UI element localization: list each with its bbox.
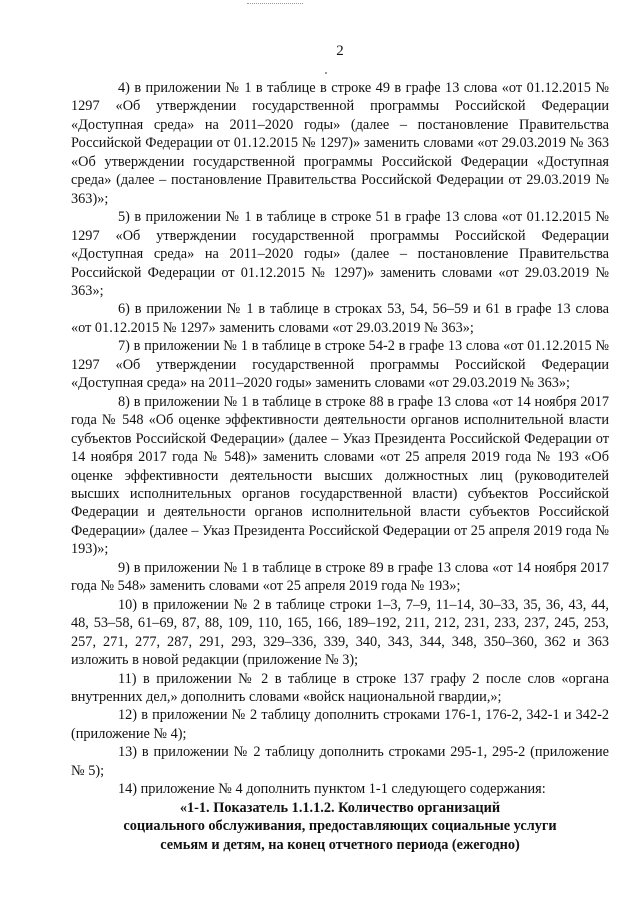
item-10-paragraph: 10) в приложении № 2 в таблице строки 1–3, 7–9, 11–14, 30–33, 35, 36, 43, 44, 48, 53–58, 61–69, 87, 88, 109, 110, 165, 166, 189–192, 211, 212, 231, 233, 237, 245, 253, 257, 271, 277, 287, 291, 293, 329–336, 339, 340, 343, 344, 348, 350–360, 362 и 363 изложить в новой редакции (приложение № 3); <box>71 596 609 669</box>
indicator-heading-line-2: социального обслуживания, предоставляющих социальные услуги <box>123 818 557 835</box>
indicator-heading-line-1: «1-1. Показатель 1.1.1.2. Количество организаций <box>179 799 501 816</box>
indicator-heading <box>71 799 609 854</box>
item-6-paragraph: 6) в приложении № 1 в таблице в строках 53, 54, 56–59 и 61 в графе 13 слова «от 01.12.2015 № 1297» заменить словами «от 29.03.2019 № 363»; <box>71 301 609 336</box>
item-4-paragraph: 4) в приложении № 1 в таблице в строке 49 в графе 13 слова «от 01.12.2015 № 1297 «Об утверждении государственной программы Российской Федерации «Доступная среда» на 2011–2020 годы» (далее – постановление Правительства Российской Федерации от 01.12.2015 № 1297)» заменить словами «от 29.03.2019 № 363 «Об утверждении государственной программы Российской Федерации «Доступная среда» (далее – постановление Правительства Российской Федерации от 29.03.2019 № 363)»; <box>71 80 609 207</box>
item-11-paragraph: 11) в приложении № 2 в таблице в строке 137 графу 2 после слов «органа внутренних дел,» дополнить словами «войск национальной гвардии,»; <box>71 670 609 705</box>
page-number: 2 <box>336 43 344 59</box>
item-9-paragraph: 9) в приложении № 1 в таблице в строке 89 в графе 13 слова «от 14 ноября 2017 года № 548» заменить словами «от 25 апреля 2019 года № 193»; <box>71 559 609 595</box>
item-5-paragraph: 5) в приложении № 1 в таблице в строке 51 в графе 13 слова «от 01.12.2015 № 1297 «Об утверждении государственной программы Российской Федерации «Доступная среда» на 2011–2020 годы» (далее – постановление Правительства Российской Федерации от 01.12.2015 № 1297)» заменить словами «от 29.03.2019 № 363»; <box>71 209 609 299</box>
item-13-paragraph: 13) в приложении № 2 таблицу дополнить строками 295-1, 295-2 (приложение № 5); <box>71 744 609 779</box>
item-14-paragraph: 14) приложение № 4 дополнить пунктом 1-1 следующего содержания: <box>118 781 546 798</box>
scan-mark <box>247 0 303 4</box>
item-12-paragraph: 12) в приложении № 2 таблицу дополнить строками 176-1, 176-2, 342-1 и 342-2 (приложение № 4); <box>71 707 609 742</box>
item-7-paragraph: 7) в приложении № 1 в таблице в строке 54-2 в графе 13 слова «от 01.12.2015 № 1297 «Об утверждении государственной программы Российской Федерации «Доступная среда» на 2011–2020 годы» заменить словами «от 29.03.2019 № 363»; <box>71 338 609 392</box>
indicator-heading-line-3: семьям и детям, на конец отчетного периода (ежегодно) <box>160 836 520 853</box>
document-body <box>71 79 609 854</box>
scan-speck <box>325 72 327 74</box>
item-8-paragraph: 8) в приложении № 1 в таблице в строке 88 в графе 13 слова «от 14 ноября 2017 года № 548 «Об оценке эффективности деятельности органов исполнительной власти субъектов Российской Федерации» (далее – Указ Президента Российской Федерации от 14 ноября 2017 года № 548)» заменить словами «от 25 апреля 2019 года № 193 «Об оценке эффективности деятельности высших должностных лиц (руководителей высших исполнительных органов государственной власти) субъектов Российской Федерации и деятельности органов исполнительной власти субъектов Российской Федерации» (далее – Указ Президента Российской Федерации от 25 апреля 2019 года № 193)»; <box>71 393 609 558</box>
